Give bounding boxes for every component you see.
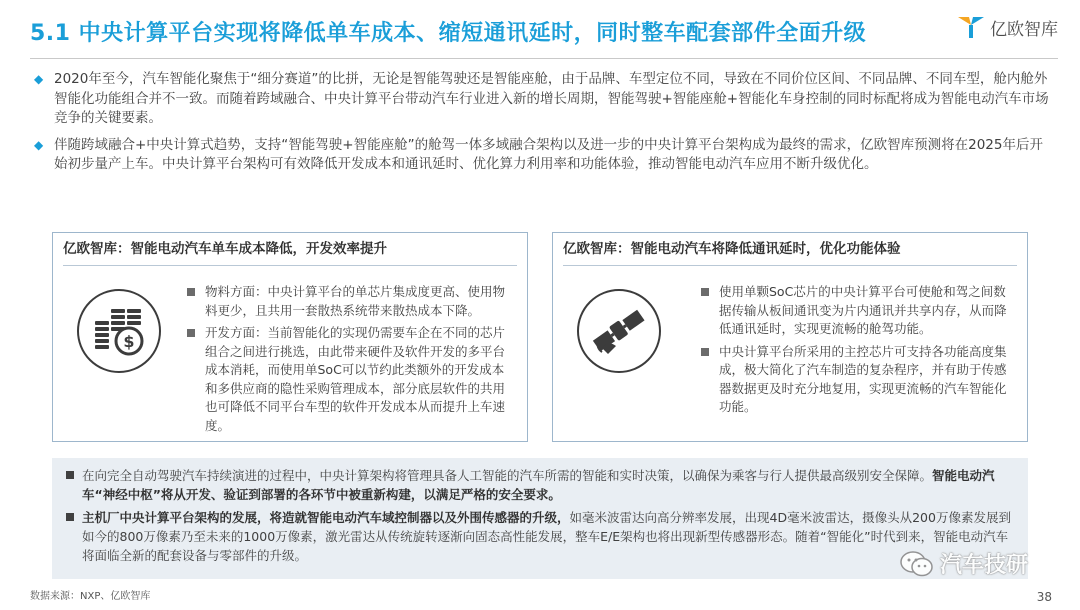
square-bullet-icon xyxy=(187,329,195,337)
summary-text: 在向完全自动驾驶汽车持续演进的过程中，中央计算架构将管理具备人工智能的汽车所需的智能和实时决策，以确保为乘客与行人提供最高级别安全保障。 xyxy=(82,468,933,483)
data-source: 数据来源：NXP、亿欧智库 xyxy=(30,591,151,602)
title-divider xyxy=(30,58,1058,59)
card-list xyxy=(187,283,513,439)
intro-bullet xyxy=(34,136,1054,175)
logo-text: 亿欧智库 xyxy=(990,19,1058,40)
intro-bullet xyxy=(34,70,1054,129)
card-heading: 亿欧智库：智能电动汽车将降低通讯延时，优化功能体验 xyxy=(563,241,901,257)
list-item xyxy=(701,343,1013,417)
summary-item xyxy=(66,508,1014,565)
summary-text: 如毫米波雷达向高分辨率发展，出现4D毫米波雷达，摄像头从200万像素发展到如今的800万像素乃至未来的1000万像素，激光雷达从传统旋转逐渐向固态高性能发展，整车E/E架构也将出现新型传感器形态。随着“智能化”时代到来，智能电动汽车将面临全新的配套设备与零部件的升级。 xyxy=(82,510,1011,563)
list-item xyxy=(187,324,513,435)
watermark-text: 汽车技研 xyxy=(940,553,1029,578)
list-item-text: 中央计算平台所采用的主控芯片可支持各功能高度集成，极大简化了汽车制造的复杂程序，并有助于传感器数据更及时充分地复用，实现更流畅的汽车智能化功能。 xyxy=(719,343,1007,414)
diamond-bullet-icon: ◆ xyxy=(34,137,44,152)
square-bullet-icon xyxy=(66,471,74,479)
svg-text:$: $ xyxy=(123,332,135,351)
page-number: 38 xyxy=(1036,590,1052,604)
square-bullet-icon xyxy=(187,288,195,296)
cost-reduction-card xyxy=(52,232,528,442)
card-heading-divider xyxy=(563,265,1017,266)
card-heading-divider xyxy=(63,265,517,266)
summary-bold-text: 主机厂中央计算平台架构的发展，将造就智能电动汽车域控制器以及外围传感器的升级， xyxy=(82,510,570,525)
summary-bold-text: 智能电动汽车“神经中枢”将从开发、验证到部署的各环节中被重新构建，以满足严格的安全要求。 xyxy=(82,468,995,502)
satellite-icon xyxy=(577,289,661,373)
watermark xyxy=(900,548,1028,579)
coins-dollar-icon xyxy=(77,289,161,373)
diamond-bullet-icon: ◆ xyxy=(34,72,44,86)
yiou-logo-icon xyxy=(956,14,986,40)
list-item xyxy=(187,283,513,320)
wechat-icon xyxy=(900,550,934,578)
list-item-text: 开发方面：当前智能化的实现仍需要车企在不同的芯片组合之间进行挑选，由此带来硬件及软件开发的多平台成本消耗，而使用单SoC可以节约此类额外的开发成本和多供应商的隐性采购管理成本，部分底层软件的共用也可降低不同平台车型的软件开发成本从而提升上车速度。 xyxy=(205,325,506,433)
square-bullet-icon xyxy=(701,288,709,296)
summary-item xyxy=(66,466,1014,504)
card-heading: 亿欧智库：智能电动汽车单车成本降低，开发效率提升 xyxy=(63,241,387,257)
page-title: 5.1 中央计算平台实现将降低单车成本、缩短通讯延时，同时整车配套部件全面升级 xyxy=(30,21,867,46)
latency-card xyxy=(552,232,1028,442)
intro-bullets xyxy=(34,70,1054,182)
brand-logo xyxy=(956,14,1058,40)
card-list xyxy=(701,283,1013,421)
list-item-text: 使用单颗SoC芯片的中央计算平台可使舱和驾之间数据传输从板间通讯变为片内通讯并共享内存，从而降低通讯延时，实现更流畅的舱驾功能。 xyxy=(719,284,1007,336)
square-bullet-icon xyxy=(701,348,709,356)
list-item-text: 物料方面：中央计算平台的单芯片集成度更高、使用物料更少，且共用一套散热系统带来散热成本下降。 xyxy=(205,284,506,318)
intro-text: 伴随跨域融合+中央计算式趋势，支持“智能驾驶+智能座舱”的舱驾一体多域融合架构以及进一步的中央计算平台架构成为最终的需求，亿欧智库预测将在2025年后开始初步量产上车。中央计算平台架构可有效降低开发成本和通讯延时、优化算力利用率和功能体验，推动智能电动汽车应用不断升级优化。 xyxy=(54,136,1043,172)
square-bullet-icon xyxy=(66,513,74,521)
intro-text: 2020年至今，汽车智能化聚焦于“细分赛道”的比拼，无论是智能驾驶还是智能座舱，由于品牌、车型定位不同，导致在不同价位区间、不同品牌、不同车型，舱内舱外智能化功能组合并不一致。而随着跨域融合、中央计算平台带动汽车行业进入新的增长周期，智能驾驶+智能座舱+智能化车身控制的同时标配将成为智能电动汽车市场竞争的关键要素。 xyxy=(54,71,1049,126)
summary-box xyxy=(52,458,1028,579)
list-item xyxy=(701,283,1013,339)
